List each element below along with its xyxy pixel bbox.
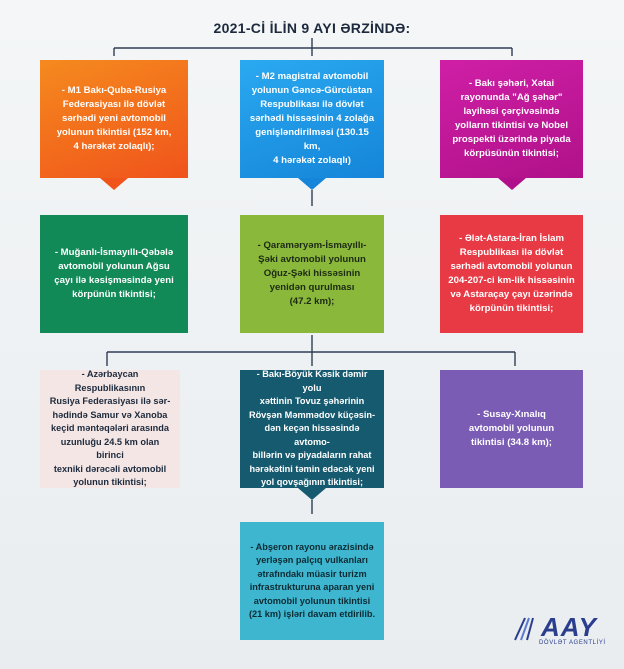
project-box-abseron: - Abşeron rayonu ərazisində yerləşən palçıq vulkanları ətrafındakı müasir turizm infrastrukturuna aparan yeni avtomobil yolunun tikintisi (21 km) işləri davam etdirilib. xyxy=(240,522,384,640)
project-box-susay-xinaliq: - Susay-Xınalıq avtomobil yolunun tikintisi (34.8 km); xyxy=(440,370,583,488)
project-box-muganli: - Muğanlı-İsmayıllı-Qəbələ avtomobil yolunun Ağsu çayı ilə kəsişməsində yeni körpünün tikintisi; xyxy=(40,215,188,333)
logo-road-icon xyxy=(511,614,541,644)
logo-name: AAY xyxy=(541,612,597,642)
project-box-m2-genca: - M2 magistral avtomobil yolunun Gəncə-Gürcüstan Respublikası ilə dövlət sərhədi hissəsinin 4 zolağa genişləndirilməsi (130.15 km, 4 hərəkət zolaqlı) xyxy=(240,60,384,178)
page-title: 2021-Cİ İLİN 9 AYI ƏRZİNDƏ: xyxy=(213,20,411,36)
project-box-samur-xanoba: - Azərbaycan Respublikasının Rusiya Federasiyası ilə sər- hədində Samur və Xanoba keçid məntəqələri arasında uzunluğu 24.5 km olan birinci texniki dərəcəli avtomobil yolunun tikintisi; xyxy=(40,370,180,488)
project-box-m1-baki-quba: - M1 Bakı-Quba-Rusiya Federasiyası ilə dövlət sərhədi yeni avtomobil yolunun tikintisi (152 km, 4 hərəkət zolaqlı); xyxy=(40,60,188,178)
project-box-ag-saher: - Bakı şəhəri, Xətai rayonunda "Ağ şəhər" layihəsi çərçivəsində yolların tikintisi və Nobel prospekti üzərində piyada körpüsünün tikintisi; xyxy=(440,60,583,178)
project-box-qaramaryam: - Qaraməryəm-İsmayıllı- Şəki avtomobil yolunun Oğuz-Şəki hissəsinin yenidən qurulması (47.2 km); xyxy=(240,215,384,333)
logo-subtitle: DÖVLƏT AGENTLİYİ xyxy=(539,640,606,646)
aay-logo xyxy=(511,612,606,652)
project-box-tovuz: - Bakı-Böyük Kəsik dəmir yolu xəttinin Tovuz şəhərinin Rövşən Məmmədov küçəsin- dən keçən hissəsində avtomo- billərin və piyadaların rahat hərəkətini təmin edəcək yeni yol qovşağının tikintisi; xyxy=(240,370,384,488)
project-box-alat-astara: - Ələt-Astara-İran İslam Respublikası ilə dövlət sərhədi avtomobil yolunun 204-207-ci km-lik hissəsinin və Astaraçay çayı üzərində körpünün tikintisi; xyxy=(440,215,583,333)
